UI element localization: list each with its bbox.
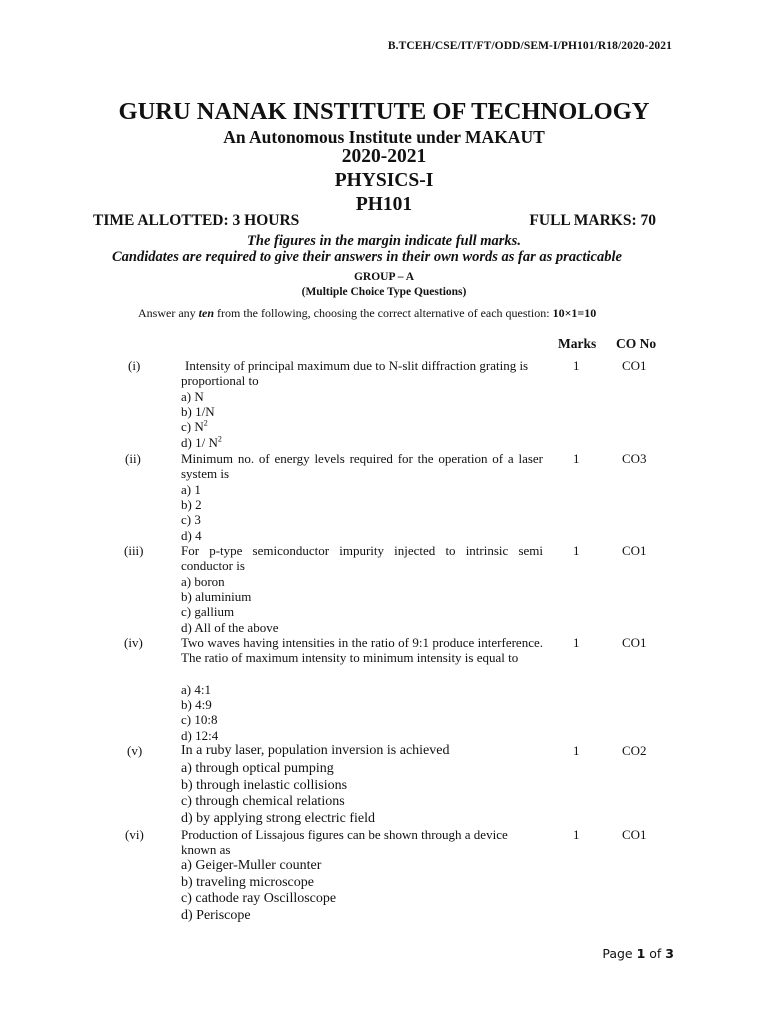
option-a: a) through optical pumping: [181, 761, 334, 776]
option-c: c) $N^2$: [181, 419, 208, 435]
full-marks: FULL MARKS: 70: [529, 212, 656, 229]
question-marks: 1: [573, 358, 580, 373]
option-d: d) 4: [181, 527, 202, 543]
own-words-note: Candidates are required to give their answers in their own words as far as practicable: [112, 249, 622, 265]
question-options: [181, 482, 543, 543]
question-co: CO1: [622, 543, 647, 558]
subject-name: PHYSICS-I: [334, 170, 434, 191]
question-text: Production of Lissajous figures can be shown through a device known as: [181, 827, 508, 857]
group-title: GROUP – A: [353, 271, 415, 283]
time-allotted: TIME ALLOTTED: 3 HOURS: [93, 212, 300, 229]
question-number: (iii): [124, 543, 144, 558]
time-marks-row: [93, 212, 656, 230]
option-a: a) boron: [181, 574, 225, 589]
question-number: (ii): [125, 451, 141, 466]
question-marks: 1: [573, 543, 580, 558]
question-marks: 1: [573, 451, 580, 466]
question-text: For p-type semiconductor impurity injected to intrinsic semi conductor is: [181, 543, 543, 573]
instruction-post: from the following, choosing the correct alternative of each question:: [214, 306, 553, 320]
question-marks: 1: [573, 827, 580, 842]
question-text: Intensity of principal maximum due to N-slit diffraction grating is proportional to: [181, 358, 529, 388]
question-text: In a ruby laser, population inversion is achieved: [181, 743, 450, 758]
option-c: c) gallium: [181, 604, 235, 620]
option-a: a) Geiger-Muller counter: [181, 858, 322, 873]
question-options: [181, 574, 543, 635]
option-b: b) 4:9: [181, 697, 212, 713]
option-b: b) 1/N: [181, 404, 215, 420]
question-number: (vi): [125, 827, 144, 842]
option-b: b) aluminium: [181, 589, 252, 605]
question-number: (iv): [124, 635, 143, 650]
superscript: 2: [203, 419, 208, 429]
institute-name: GURU NANAK INSTITUTE OF TECHNOLOGY: [118, 98, 650, 125]
option-c: c) through chemical relations: [181, 794, 345, 809]
page-current: 1: [636, 946, 646, 961]
option-d: d) by applying strong electric field: [181, 810, 375, 826]
question-number: (i): [128, 358, 141, 373]
marks-column-header: Marks: [558, 336, 597, 351]
page-total: 3: [665, 946, 674, 961]
institute-subtitle: An Autonomous Institute under MAKAUT: [223, 127, 545, 147]
instruction-emphasis: ten: [198, 306, 214, 320]
margin-note: The figures in the margin indicate full marks.: [247, 233, 521, 249]
superscript: 2: [217, 434, 222, 444]
page-number: Page 1 of 3: [602, 946, 674, 961]
question-number: (v): [127, 743, 143, 758]
option-a: a) 1: [181, 482, 201, 497]
option-c: c) cathode ray Oscilloscope: [181, 891, 337, 906]
option-a: a) 4:1: [181, 682, 211, 697]
question-text: Two waves having intensities in the ratio of 9:1 produce interference. The ratio of maximum intensity to minimum intensity is equal to: [181, 635, 543, 665]
question-co: CO1: [622, 827, 647, 842]
question-co: CO3: [622, 451, 647, 466]
option-a: a) N: [181, 389, 204, 404]
question-options: [181, 682, 543, 743]
question-options: [181, 858, 543, 924]
instruction-marks: 10×1=10: [552, 306, 597, 320]
option-b: b) 2: [181, 497, 202, 513]
option-b: b) traveling microscope: [181, 874, 314, 890]
question-co: CO1: [622, 358, 647, 373]
group-type: (Multiple Choice Type Questions): [301, 286, 467, 298]
question-options: [181, 389, 543, 450]
session-year: 2020-2021: [341, 146, 427, 167]
option-d: d) 12:4: [181, 727, 219, 743]
question-options: [181, 761, 543, 827]
question-marks: 1: [573, 635, 580, 650]
instruction-line: [138, 306, 596, 321]
subject-code: PH101: [355, 194, 413, 215]
question-co: CO1: [622, 635, 647, 650]
option-d: d) 1/ $N^2$: [181, 434, 222, 450]
option-c: c) 10:8: [181, 712, 218, 728]
co-column-header: CO No: [616, 336, 657, 351]
option-c: c) 3: [181, 512, 201, 528]
question-marks: 1: [573, 743, 580, 758]
question-text: Minimum no. of energy levels required for the operation of a laser system is: [181, 451, 543, 481]
instruction-pre: Answer any: [138, 306, 199, 320]
option-d: d) Periscope: [181, 907, 251, 923]
option-b: b) through inelastic collisions: [181, 777, 348, 793]
option-d: d) All of the above: [181, 619, 279, 635]
paper-code: B.TCEH/CSE/IT/FT/ODD/SEM-I/PH101/R18/2020-2021: [387, 40, 672, 52]
question-co: CO2: [622, 743, 647, 758]
